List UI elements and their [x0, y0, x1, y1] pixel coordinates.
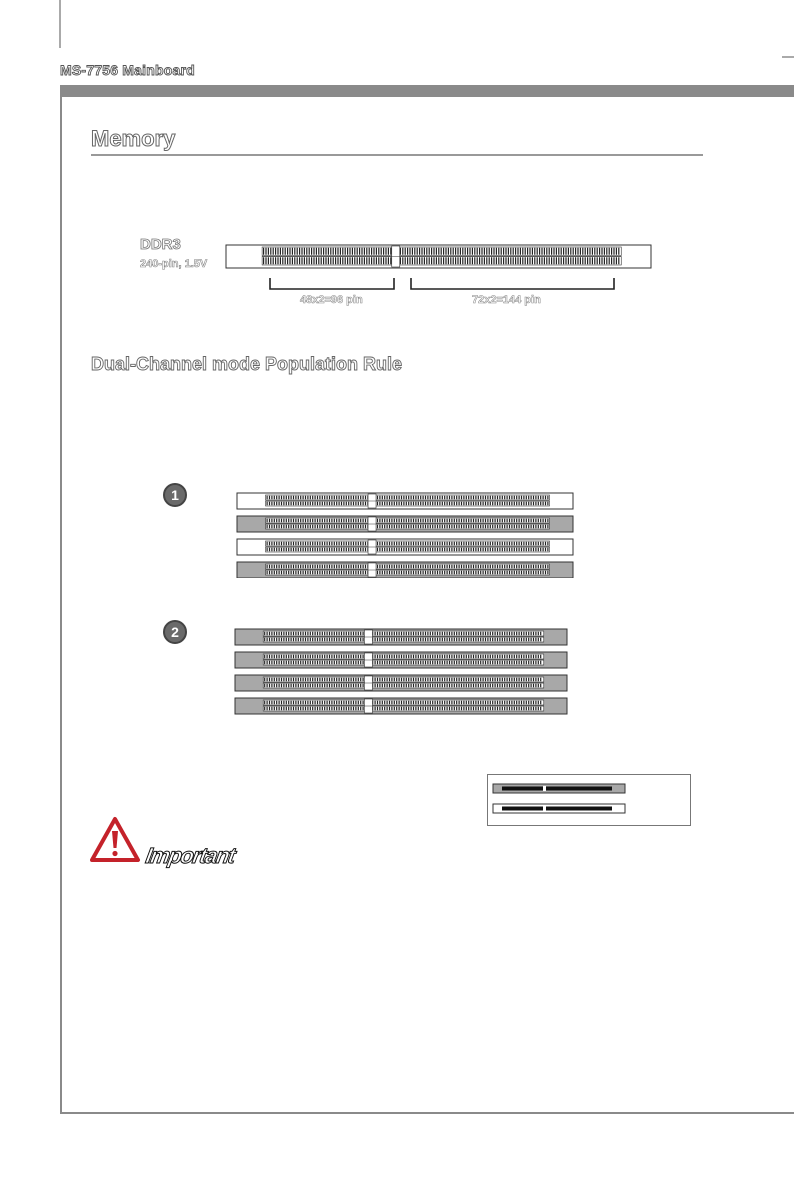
ddr-label: DDR3	[140, 236, 181, 253]
dimm-slot-filled	[235, 652, 567, 668]
dimm-slot-filled	[235, 629, 567, 645]
running-header: MS-7756 Mainboard	[60, 62, 195, 78]
dimm-slot-filled	[237, 516, 573, 532]
rule-number-badge: 1	[163, 483, 187, 507]
pin-count-left: 48x2=96 pin	[300, 294, 363, 306]
pin-bracket-right	[411, 278, 614, 289]
pin-bracket-left	[270, 278, 394, 289]
dimm-slot-filled	[235, 675, 567, 691]
left-margin-rule	[60, 85, 62, 1114]
bottom-rule	[60, 1112, 794, 1114]
population-rule-1-diagram	[236, 492, 576, 578]
dimm-slot-empty	[237, 493, 573, 509]
rule-number-badge: 2	[163, 620, 187, 644]
dimm-slot-filled	[235, 698, 567, 714]
section-title-dual-channel: Dual-Channel mode Population Rule	[91, 354, 403, 374]
important-label: Important	[143, 843, 237, 868]
slot-legend-diagram	[488, 775, 690, 825]
ddr3-module-diagram	[225, 240, 655, 308]
population-rule-2-diagram	[234, 628, 570, 716]
section-title-underline	[91, 154, 703, 156]
dimm-slot-empty	[237, 539, 573, 555]
header-bar	[60, 85, 794, 97]
warning-icon	[89, 816, 141, 864]
dimm-slot-filled	[237, 562, 573, 578]
section-title-memory: Memory	[91, 126, 176, 151]
pin-count-right: 72x2=144 pin	[472, 294, 541, 306]
legend-slot-empty	[493, 804, 625, 813]
crop-mark-icon	[0, 0, 794, 60]
legend-slot-filled	[493, 784, 625, 793]
ddr3-slot	[226, 245, 651, 268]
ddr-spec: 240-pin, 1.5V	[140, 258, 208, 270]
slot-legend-box	[487, 774, 691, 826]
